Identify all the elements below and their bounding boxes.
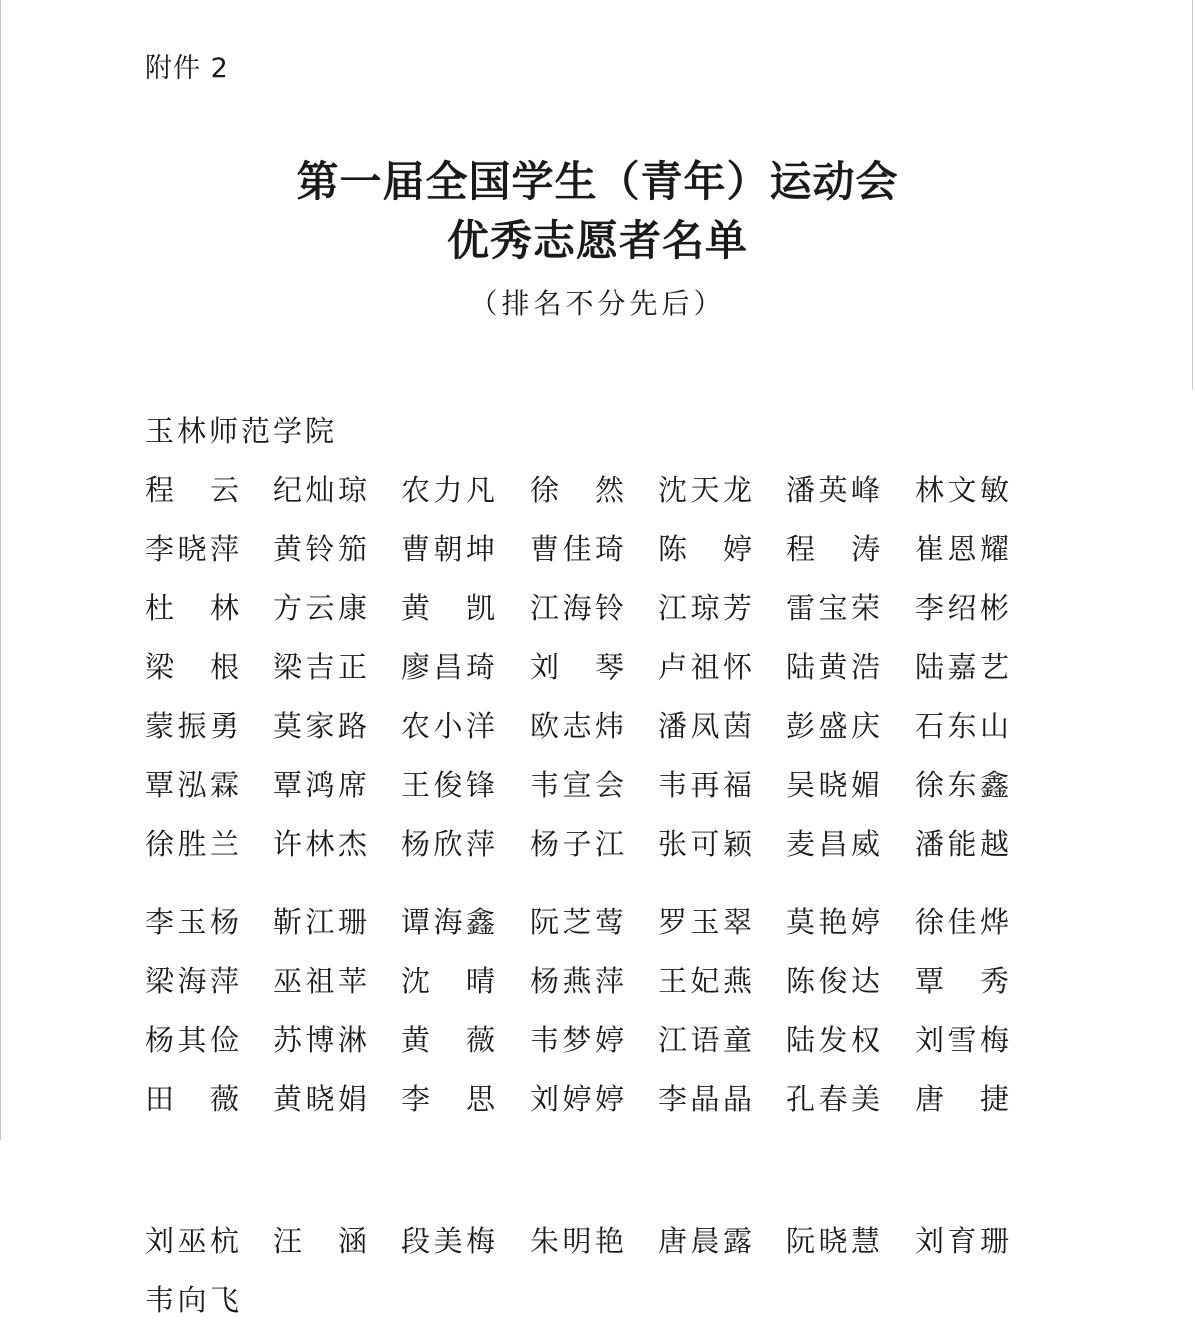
volunteer-name: 阮 晓 慧 — [786, 1224, 880, 1258]
organization-name: 玉林师范学院 — [145, 414, 338, 448]
name-row — [145, 900, 1045, 944]
volunteer-name: 陆 黄 浩 — [786, 650, 880, 684]
volunteer-name: 曹 朝 坤 — [401, 532, 495, 566]
volunteer-name: 徐 然 — [530, 473, 624, 507]
volunteer-name: 李 晓 萍 — [145, 532, 239, 566]
volunteer-name: 杨 燕 萍 — [530, 964, 624, 998]
volunteer-name: 刘 婷 婷 — [530, 1082, 624, 1116]
volunteer-name: 黄 晓 娟 — [273, 1082, 367, 1116]
volunteer-name: 徐 佳 烨 — [915, 905, 1009, 939]
volunteer-name: 黄 铃 笳 — [273, 532, 367, 566]
volunteer-name: 许 林 杰 — [273, 827, 367, 861]
volunteer-name: 苏 博 淋 — [273, 1023, 367, 1057]
name-row — [145, 822, 1045, 866]
volunteer-name: 程 涛 — [786, 532, 880, 566]
attachment-label: 附件 2 — [145, 53, 229, 84]
volunteer-name: 杜 林 — [145, 591, 239, 625]
volunteer-name: 莫 艳 婷 — [786, 905, 880, 939]
volunteer-name: 江 语 童 — [658, 1023, 752, 1057]
volunteer-name: 彭 盛 庆 — [786, 709, 880, 743]
volunteer-name: 陈 俊 达 — [786, 964, 880, 998]
volunteer-name: 潘 凤 茵 — [658, 709, 752, 743]
volunteer-name: 雷 宝 荣 — [786, 591, 880, 625]
volunteer-name: 韦 宣 会 — [530, 768, 624, 802]
volunteer-name: 李 思 — [401, 1082, 495, 1116]
volunteer-name: 阮 芝 莺 — [530, 905, 624, 939]
volunteer-name: 潘 能 越 — [915, 827, 1009, 861]
volunteer-name: 朱 明 艳 — [530, 1224, 624, 1258]
volunteer-name: 蒙 振 勇 — [145, 709, 239, 743]
volunteer-name: 农 小 洋 — [401, 709, 495, 743]
volunteer-name: 江 琼 芳 — [658, 591, 752, 625]
volunteer-name: 黄 凯 — [401, 591, 495, 625]
volunteer-name: 方 云 康 — [273, 591, 367, 625]
volunteer-name: 黄 薇 — [401, 1023, 495, 1057]
volunteer-name: 石 东 山 — [915, 709, 1009, 743]
volunteer-name: 杨 其 俭 — [145, 1023, 239, 1057]
volunteer-name: 覃 泓 霖 — [145, 768, 239, 802]
volunteer-name: 崔 恩 耀 — [915, 532, 1009, 566]
volunteer-name: 韦 梦 婷 — [530, 1023, 624, 1057]
volunteer-name: 孔 春 美 — [786, 1082, 880, 1116]
volunteer-name: 麦 昌 威 — [786, 827, 880, 861]
volunteer-name: 欧 志 炜 — [530, 709, 624, 743]
volunteer-name: 罗 玉 翠 — [658, 905, 752, 939]
volunteer-name: 莫 家 路 — [273, 709, 367, 743]
volunteer-name: 纪 灿 琼 — [273, 473, 367, 507]
volunteer-name: 潘 英 峰 — [786, 473, 880, 507]
volunteer-name: 梁 吉 正 — [273, 650, 367, 684]
volunteer-name: 刘 雪 梅 — [915, 1023, 1009, 1057]
volunteer-name: 李 玉 杨 — [145, 905, 239, 939]
volunteer-name: 刘 育 珊 — [915, 1224, 1009, 1258]
name-row — [145, 1219, 1045, 1263]
volunteer-name: 卢 祖 怀 — [658, 650, 752, 684]
volunteer-name: 江 海 铃 — [530, 591, 624, 625]
volunteer-name: 程 云 — [145, 473, 239, 507]
volunteer-name: 沈 晴 — [401, 964, 495, 998]
volunteer-name: 陈 婷 — [658, 532, 752, 566]
document-title-line-1: 第一届全国学生（青年）运动会 — [296, 157, 899, 206]
name-row — [145, 468, 1045, 512]
name-row — [145, 527, 1045, 571]
volunteer-name: 唐 晨 露 — [658, 1224, 752, 1258]
volunteer-name: 王 妃 燕 — [658, 964, 752, 998]
volunteer-name: 王 俊 锋 — [401, 768, 495, 802]
volunteer-name: 农 力 凡 — [401, 473, 495, 507]
name-row — [145, 1077, 1045, 1121]
volunteer-name: 梁 根 — [145, 650, 239, 684]
volunteer-name: 徐 胜 兰 — [145, 827, 239, 861]
name-row — [145, 586, 1045, 630]
volunteer-name: 刘 琴 — [530, 650, 624, 684]
name-row — [145, 959, 1045, 1003]
volunteer-name: 田 薇 — [145, 1082, 239, 1116]
volunteer-name: 林 文 敏 — [915, 473, 1009, 507]
volunteer-name: 杨 子 江 — [530, 827, 624, 861]
name-row — [145, 645, 1045, 689]
volunteer-name: 陆 嘉 艺 — [915, 650, 1009, 684]
name-row — [145, 763, 1045, 807]
volunteer-name: 梁 海 萍 — [145, 964, 239, 998]
volunteer-name: 段 美 梅 — [401, 1224, 495, 1258]
volunteer-name: 曹 佳 琦 — [530, 532, 624, 566]
volunteer-name: 廖 昌 琦 — [401, 650, 495, 684]
volunteer-name: 汪 涵 — [273, 1224, 367, 1258]
volunteer-name: 唐 捷 — [915, 1082, 1009, 1116]
volunteer-name: 李 绍 彬 — [915, 591, 1009, 625]
volunteer-name: 李 晶 晶 — [658, 1082, 752, 1116]
name-row — [145, 1018, 1045, 1062]
volunteer-name: 巫 祖 苹 — [273, 964, 367, 998]
volunteer-name: 杨 欣 萍 — [401, 827, 495, 861]
volunteer-name: 韦 向 飞 — [145, 1283, 239, 1317]
volunteer-name: 吴 晓 媚 — [786, 768, 880, 802]
volunteer-name: 覃 鸿 席 — [273, 768, 367, 802]
volunteer-name: 谭 海 鑫 — [401, 905, 495, 939]
volunteer-name: 靳 江 珊 — [273, 905, 367, 939]
volunteer-name: 覃 秀 — [915, 964, 1009, 998]
volunteer-name: 刘 巫 杭 — [145, 1224, 239, 1258]
volunteer-name: 陆 发 权 — [786, 1023, 880, 1057]
volunteer-name: 沈 天 龙 — [658, 473, 752, 507]
name-row — [145, 704, 1045, 748]
volunteer-name: 徐 东 鑫 — [915, 768, 1009, 802]
document-title-line-2: 优秀志愿者名单 — [446, 216, 748, 265]
name-row — [145, 1278, 1045, 1322]
volunteer-name: 张 可 颖 — [658, 827, 752, 861]
ranking-note: （排名不分先后） — [469, 287, 726, 320]
volunteer-name: 韦 再 福 — [658, 768, 752, 802]
